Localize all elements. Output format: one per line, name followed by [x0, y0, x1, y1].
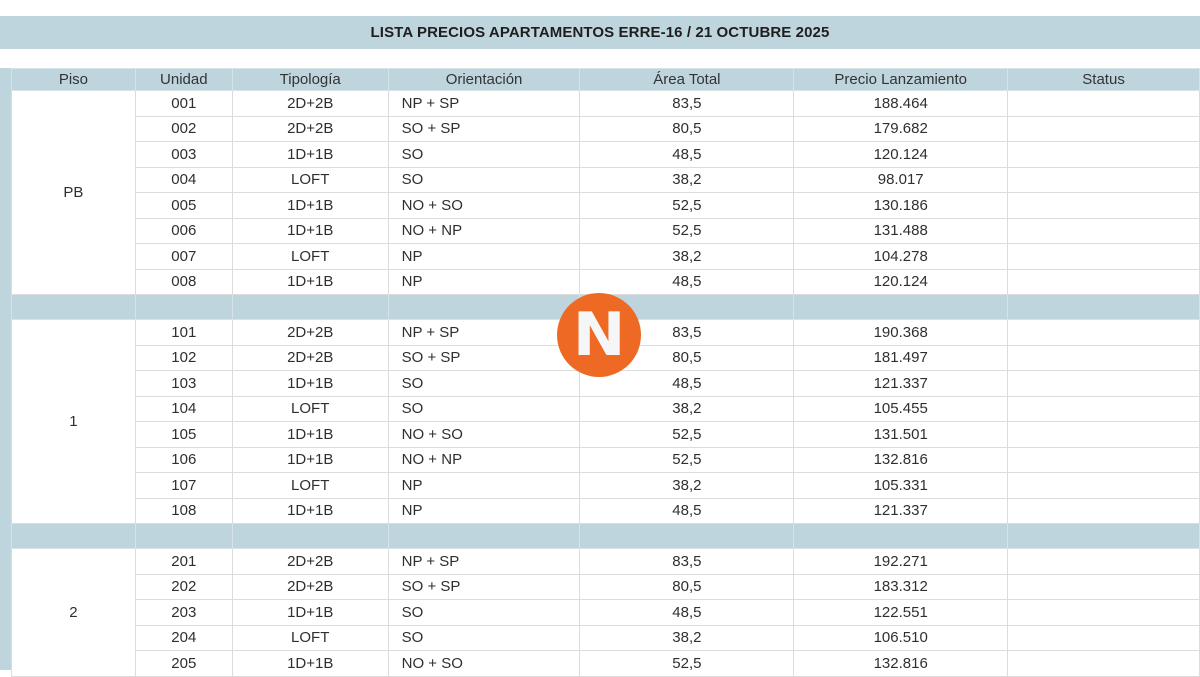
cell-orientacion: SO — [388, 142, 580, 168]
cell-area: 38,2 — [580, 396, 794, 422]
cell-unidad: 101 — [135, 320, 232, 346]
page-title: LISTA PRECIOS APARTAMENTOS ERRE-16 / 21 OCTUBRE 2025 — [370, 24, 830, 41]
cell-unidad: 106 — [135, 447, 232, 473]
cell-status — [1008, 549, 1200, 575]
cell-area: 38,2 — [580, 625, 794, 651]
cell-status — [1008, 244, 1200, 270]
col-header-area: Área Total — [580, 69, 794, 91]
cell-unidad: 103 — [135, 371, 232, 397]
cell-status — [1008, 447, 1200, 473]
table-row — [12, 651, 1200, 677]
separator-cell — [580, 524, 794, 549]
cell-area: 80,5 — [580, 116, 794, 142]
cell-orientacion: NO + SO — [388, 651, 580, 677]
cell-precio: 131.488 — [794, 218, 1008, 244]
cell-orientacion: NO + NP — [388, 447, 580, 473]
separator-cell — [388, 295, 580, 320]
cell-orientacion: SO — [388, 625, 580, 651]
separator-cell — [12, 524, 136, 549]
cell-tipologia: 2D+2B — [232, 574, 388, 600]
cell-unidad: 005 — [135, 193, 232, 219]
cell-status — [1008, 498, 1200, 524]
cell-tipologia: 1D+1B — [232, 371, 388, 397]
cell-orientacion: SO + SP — [388, 574, 580, 600]
cell-tipologia: 1D+1B — [232, 447, 388, 473]
cell-status — [1008, 91, 1200, 117]
cell-precio: 132.816 — [794, 447, 1008, 473]
cell-area: 48,5 — [580, 371, 794, 397]
cell-tipologia: 2D+2B — [232, 345, 388, 371]
cell-precio: 105.455 — [794, 396, 1008, 422]
separator-cell — [794, 524, 1008, 549]
cell-precio: 121.337 — [794, 371, 1008, 397]
cell-tipologia: 1D+1B — [232, 422, 388, 448]
cell-piso: PB — [12, 91, 136, 295]
table-row — [12, 142, 1200, 168]
table-row — [12, 116, 1200, 142]
cell-tipologia: LOFT — [232, 244, 388, 270]
cell-piso: 1 — [12, 320, 136, 524]
left-border-strip — [0, 68, 11, 670]
cell-status — [1008, 600, 1200, 626]
separator-cell — [232, 295, 388, 320]
cell-area: 48,5 — [580, 498, 794, 524]
cell-area: 48,5 — [580, 142, 794, 168]
cell-tipologia: 2D+2B — [232, 91, 388, 117]
cell-area: 52,5 — [580, 193, 794, 219]
cell-tipologia: 1D+1B — [232, 218, 388, 244]
cell-precio: 192.271 — [794, 549, 1008, 575]
col-header-status: Status — [1008, 69, 1200, 91]
cell-unidad: 104 — [135, 396, 232, 422]
cell-tipologia: 1D+1B — [232, 600, 388, 626]
cell-orientacion: NP — [388, 244, 580, 270]
cell-orientacion: SO — [388, 167, 580, 193]
cell-tipologia: LOFT — [232, 625, 388, 651]
cell-unidad: 204 — [135, 625, 232, 651]
table-body — [12, 91, 1200, 677]
cell-precio: 120.124 — [794, 142, 1008, 168]
cell-status — [1008, 320, 1200, 346]
cell-status — [1008, 574, 1200, 600]
cell-precio: 104.278 — [794, 244, 1008, 270]
separator-cell — [794, 295, 1008, 320]
cell-precio: 98.017 — [794, 167, 1008, 193]
cell-status — [1008, 142, 1200, 168]
col-header-unidad: Unidad — [135, 69, 232, 91]
cell-orientacion: NP — [388, 473, 580, 499]
cell-precio: 188.464 — [794, 91, 1008, 117]
cell-tipologia: 1D+1B — [232, 498, 388, 524]
n-logo-badge — [557, 293, 641, 377]
n-logo-icon: N — [572, 300, 626, 370]
cell-status — [1008, 396, 1200, 422]
table-row — [12, 600, 1200, 626]
cell-precio: 181.497 — [794, 345, 1008, 371]
cell-unidad: 201 — [135, 549, 232, 575]
col-header-piso: Piso — [12, 69, 136, 91]
cell-unidad: 108 — [135, 498, 232, 524]
cell-orientacion: NP — [388, 269, 580, 295]
cell-area: 38,2 — [580, 244, 794, 270]
cell-precio: 190.368 — [794, 320, 1008, 346]
cell-status — [1008, 193, 1200, 219]
title-bar — [0, 16, 1200, 49]
table-row — [12, 244, 1200, 270]
cell-precio: 179.682 — [794, 116, 1008, 142]
cell-unidad: 006 — [135, 218, 232, 244]
cell-unidad: 007 — [135, 244, 232, 270]
cell-orientacion: NO + SO — [388, 422, 580, 448]
cell-area: 80,5 — [580, 345, 794, 371]
separator-cell — [388, 524, 580, 549]
cell-tipologia: LOFT — [232, 167, 388, 193]
cell-orientacion: NP — [388, 498, 580, 524]
table-row — [12, 193, 1200, 219]
cell-area: 83,5 — [580, 549, 794, 575]
cell-precio: 183.312 — [794, 574, 1008, 600]
cell-status — [1008, 651, 1200, 677]
cell-precio: 131.501 — [794, 422, 1008, 448]
cell-status — [1008, 345, 1200, 371]
cell-status — [1008, 473, 1200, 499]
table-row — [12, 574, 1200, 600]
cell-tipologia: 1D+1B — [232, 269, 388, 295]
table-row — [12, 396, 1200, 422]
col-header-orientacion: Orientación — [388, 69, 580, 91]
cell-tipologia: 1D+1B — [232, 193, 388, 219]
table-row — [12, 422, 1200, 448]
cell-area: 52,5 — [580, 422, 794, 448]
table-row — [12, 473, 1200, 499]
cell-orientacion: NP + SP — [388, 549, 580, 575]
cell-area: 48,5 — [580, 269, 794, 295]
cell-status — [1008, 167, 1200, 193]
cell-orientacion: NP + SP — [388, 91, 580, 117]
cell-unidad: 205 — [135, 651, 232, 677]
cell-status — [1008, 371, 1200, 397]
cell-precio: 105.331 — [794, 473, 1008, 499]
cell-unidad: 003 — [135, 142, 232, 168]
cell-precio: 106.510 — [794, 625, 1008, 651]
table-row — [12, 269, 1200, 295]
cell-precio: 121.337 — [794, 498, 1008, 524]
col-header-tipologia: Tipología — [232, 69, 388, 91]
cell-tipologia: 2D+2B — [232, 549, 388, 575]
separator-cell — [135, 524, 232, 549]
cell-unidad: 002 — [135, 116, 232, 142]
cell-tipologia: 1D+1B — [232, 142, 388, 168]
cell-unidad: 105 — [135, 422, 232, 448]
cell-status — [1008, 625, 1200, 651]
cell-tipologia: 2D+2B — [232, 116, 388, 142]
table-row — [12, 498, 1200, 524]
cell-orientacion: SO — [388, 396, 580, 422]
cell-unidad: 001 — [135, 91, 232, 117]
cell-area: 83,5 — [580, 320, 794, 346]
table-row — [12, 218, 1200, 244]
cell-status — [1008, 269, 1200, 295]
cell-unidad: 202 — [135, 574, 232, 600]
separator-cell — [12, 295, 136, 320]
cell-area: 52,5 — [580, 218, 794, 244]
separator-cell — [1008, 295, 1200, 320]
cell-area: 48,5 — [580, 600, 794, 626]
table-row — [12, 91, 1200, 117]
table-row — [12, 167, 1200, 193]
cell-unidad: 203 — [135, 600, 232, 626]
cell-unidad: 008 — [135, 269, 232, 295]
cell-area: 52,5 — [580, 651, 794, 677]
cell-orientacion: NP + SP — [388, 320, 580, 346]
col-header-precio: Precio Lanzamiento — [794, 69, 1008, 91]
cell-unidad: 004 — [135, 167, 232, 193]
cell-tipologia: 1D+1B — [232, 651, 388, 677]
cell-tipologia: LOFT — [232, 396, 388, 422]
cell-status — [1008, 218, 1200, 244]
separator-cell — [232, 524, 388, 549]
cell-area: 83,5 — [580, 91, 794, 117]
separator-cell — [1008, 524, 1200, 549]
cell-precio: 120.124 — [794, 269, 1008, 295]
cell-orientacion: SO — [388, 371, 580, 397]
cell-tipologia: 2D+2B — [232, 320, 388, 346]
cell-unidad: 102 — [135, 345, 232, 371]
table-row — [12, 549, 1200, 575]
cell-orientacion: SO + SP — [388, 116, 580, 142]
cell-precio: 122.551 — [794, 600, 1008, 626]
cell-area: 38,2 — [580, 167, 794, 193]
cell-area: 52,5 — [580, 447, 794, 473]
cell-orientacion: NO + SO — [388, 193, 580, 219]
cell-piso: 2 — [12, 549, 136, 677]
separator-cell — [135, 295, 232, 320]
table-row — [12, 447, 1200, 473]
cell-status — [1008, 422, 1200, 448]
cell-area: 38,2 — [580, 473, 794, 499]
floor-separator-row — [12, 524, 1200, 549]
cell-status — [1008, 116, 1200, 142]
cell-precio: 130.186 — [794, 193, 1008, 219]
cell-orientacion: SO — [388, 600, 580, 626]
cell-tipologia: LOFT — [232, 473, 388, 499]
cell-unidad: 107 — [135, 473, 232, 499]
cell-precio: 132.816 — [794, 651, 1008, 677]
cell-area: 80,5 — [580, 574, 794, 600]
cell-orientacion: SO + SP — [388, 345, 580, 371]
cell-orientacion: NO + NP — [388, 218, 580, 244]
table-row — [12, 625, 1200, 651]
table-header-row — [12, 69, 1200, 91]
